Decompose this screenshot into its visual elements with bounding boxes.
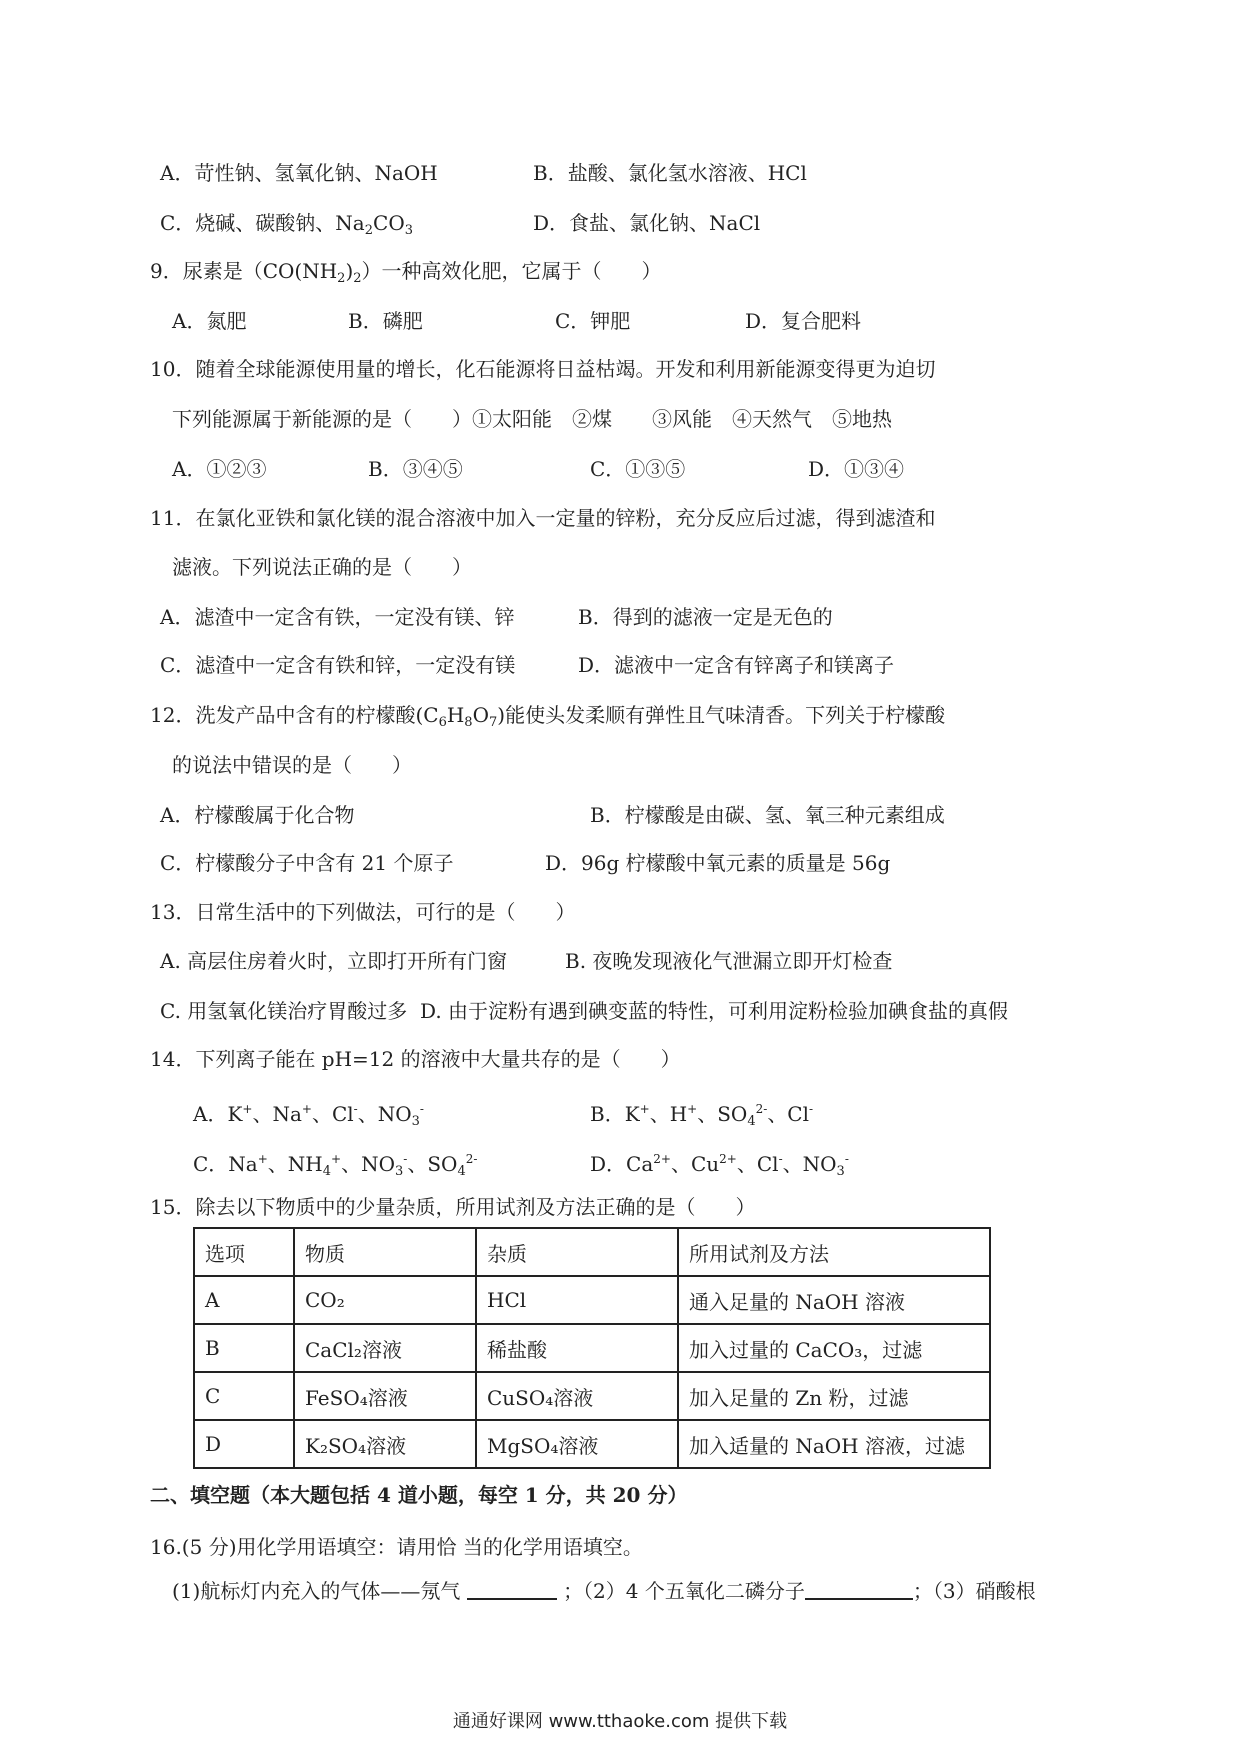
q9-option-c: C．钾肥: [555, 309, 631, 333]
q12-stem-line2: 的说法中错误的是（ ）: [172, 753, 412, 777]
q11-option-a: A．滤渣中一定含有铁，一定没有镁、锌: [160, 605, 515, 629]
q13-option-a: A. 高层住房着火时，立即打开所有门窗: [160, 949, 508, 973]
q11-option-b: B．得到的滤液一定是无色的: [578, 605, 833, 629]
table-cell-method: 加入过量的 CaCO₃，过滤: [678, 1324, 990, 1372]
q9-stem: 9．尿素是$(CO(NH_2)_2)$一种高效化肥，它属于（ ）: [150, 259, 662, 286]
table-cell-substance: FeSO₄溶液: [294, 1372, 476, 1420]
q11-option-d: D．滤液中一定含有锌离子和镁离子: [578, 653, 895, 677]
table-cell-impurity: MgSO₄溶液: [476, 1420, 678, 1468]
q16-stem: 16.(5 分)用化学用语填空：请用恰 当的化学用语填空。: [150, 1535, 643, 1559]
q8-option-b: B．盐酸、氯化氢水溶液、HCl: [533, 161, 807, 185]
table-cell-method: 加入足量的 Zn 粉，过滤: [678, 1372, 990, 1420]
q12-stem-line1: 12．洗发产品中含有的柠檬酸$(C_6H_8O_7)$能使头发柔顺有弹性且气味清香。下列关于柠檬酸: [150, 703, 946, 730]
q15-stem: 15．除去以下物质中的少量杂质，所用试剂及方法正确的是（ ）: [150, 1195, 756, 1219]
table-cell-impurity: HCl: [476, 1276, 678, 1324]
table-cell-option: A: [194, 1276, 294, 1324]
q8-option-c: C．烧碱、碳酸钠、$Na_2CO_3$: [160, 211, 413, 238]
q14-option-d: D．$Ca^{2+}$、$Cu^{2+}$、Cl-、$NO_3^-$: [590, 1152, 849, 1179]
q11-stem-line1: 11．在氯化亚铁和氯化镁的混合溶液中加入一定量的锌粉，充分反应后过滤，得到滤渣和: [150, 506, 936, 530]
q14-option-c: C．Na+、$NH_4^+$、$NO_3^-$、$SO_4^{2-}$: [193, 1152, 478, 1179]
q10-stem-line2: 下列能源属于新能源的是（ ）①太阳能 ②煤 ③风能 ④天然气 ⑤地热: [172, 407, 892, 431]
table-cell-substance: K₂SO₄溶液: [294, 1420, 476, 1468]
q10-option-c: C．①③⑤: [590, 457, 686, 481]
section-heading: 二、填空题（本大题包括 4 道小题，每空 1 分，共 20 分）: [150, 1483, 688, 1507]
answer-blank[interactable]: [467, 1578, 557, 1600]
table-header-cell: 选项: [194, 1228, 294, 1276]
page-footer: 通通好课网 www.tthaoke.com 提供下载: [452, 1711, 788, 1732]
table-header-row: [194, 1228, 990, 1276]
q9-option-d: D．复合肥料: [745, 309, 862, 333]
table-row: [194, 1372, 990, 1420]
q14-stem: 14．下列离子能在 pH=12 的溶液中大量共存的是（ ）: [150, 1047, 681, 1071]
q12-option-d: D．96g 柠檬酸中氧元素的质量是 56g: [545, 851, 891, 875]
q13-stem: 13．日常生活中的下列做法，可行的是（ ）: [150, 900, 576, 924]
q13-option-d: D. 由于淀粉有遇到碘变蓝的特性，可利用淀粉检验加碘食盐的真假: [420, 999, 1009, 1023]
table-row: [194, 1276, 990, 1324]
table-cell-option: B: [194, 1324, 294, 1372]
table-header-cell: 杂质: [476, 1228, 678, 1276]
table-cell-option: C: [194, 1372, 294, 1420]
table-cell-method: 加入适量的 NaOH 溶液，过滤: [678, 1420, 990, 1468]
q12-option-a: A．柠檬酸属于化合物: [160, 803, 355, 827]
table-cell-impurity: CuSO₄溶液: [476, 1372, 678, 1420]
q10-option-a: A．①②③: [172, 457, 267, 481]
q14-option-b: B．K+、H+、$SO_4^{2-}$、Cl-: [590, 1102, 814, 1129]
q10-stem-line1: 10．随着全球能源使用量的增长，化石能源将日益枯竭。开发和利用新能源变得更为迫切: [150, 357, 936, 381]
table-row: [194, 1324, 990, 1372]
table-cell-method: 通入足量的 NaOH 溶液: [678, 1276, 990, 1324]
q13-option-b: B. 夜晚发现液化气泄漏立即开灯检查: [565, 949, 893, 973]
q11-option-c: C．滤渣中一定含有铁和锌，一定没有镁: [160, 653, 516, 677]
q8-option-a: A．苛性钠、氢氧化钠、NaOH: [160, 161, 438, 185]
table-cell-option: D: [194, 1420, 294, 1468]
q12-option-b: B．柠檬酸是由碳、氢、氧三种元素组成: [590, 803, 945, 827]
q13-option-c: C. 用氢氧化镁治疗胃酸过多: [160, 999, 408, 1023]
q8-option-d: D．食盐、氯化钠、NaCl: [533, 211, 761, 235]
table-header-cell: 所用试剂及方法: [678, 1228, 990, 1276]
table-cell-substance: CO₂: [294, 1276, 476, 1324]
table-header-cell: 物质: [294, 1228, 476, 1276]
q16-part1: (1)航标灯内充入的气体——氖气 ；（2）4 个五氧化二磷分子 ；（3）硝酸根: [172, 1579, 1036, 1603]
table-row: [194, 1420, 990, 1468]
q14-option-a: A．K+、Na+、Cl-、$NO_3^-$: [193, 1102, 424, 1129]
q10-option-d: D．①③④: [808, 457, 905, 481]
q11-stem-line2: 滤液。下列说法正确的是（ ）: [172, 555, 472, 579]
table-cell-substance: CaCl₂溶液: [294, 1324, 476, 1372]
q15-options-table: [193, 1227, 991, 1469]
q9-option-b: B．磷肥: [348, 309, 423, 333]
q10-option-b: B．③④⑤: [368, 457, 463, 481]
answer-blank[interactable]: [805, 1578, 913, 1600]
q12-option-c: C．柠檬酸分子中含有 21 个原子: [160, 851, 454, 875]
q9-option-a: A．氮肥: [172, 309, 247, 333]
table-cell-impurity: 稀盐酸: [476, 1324, 678, 1372]
